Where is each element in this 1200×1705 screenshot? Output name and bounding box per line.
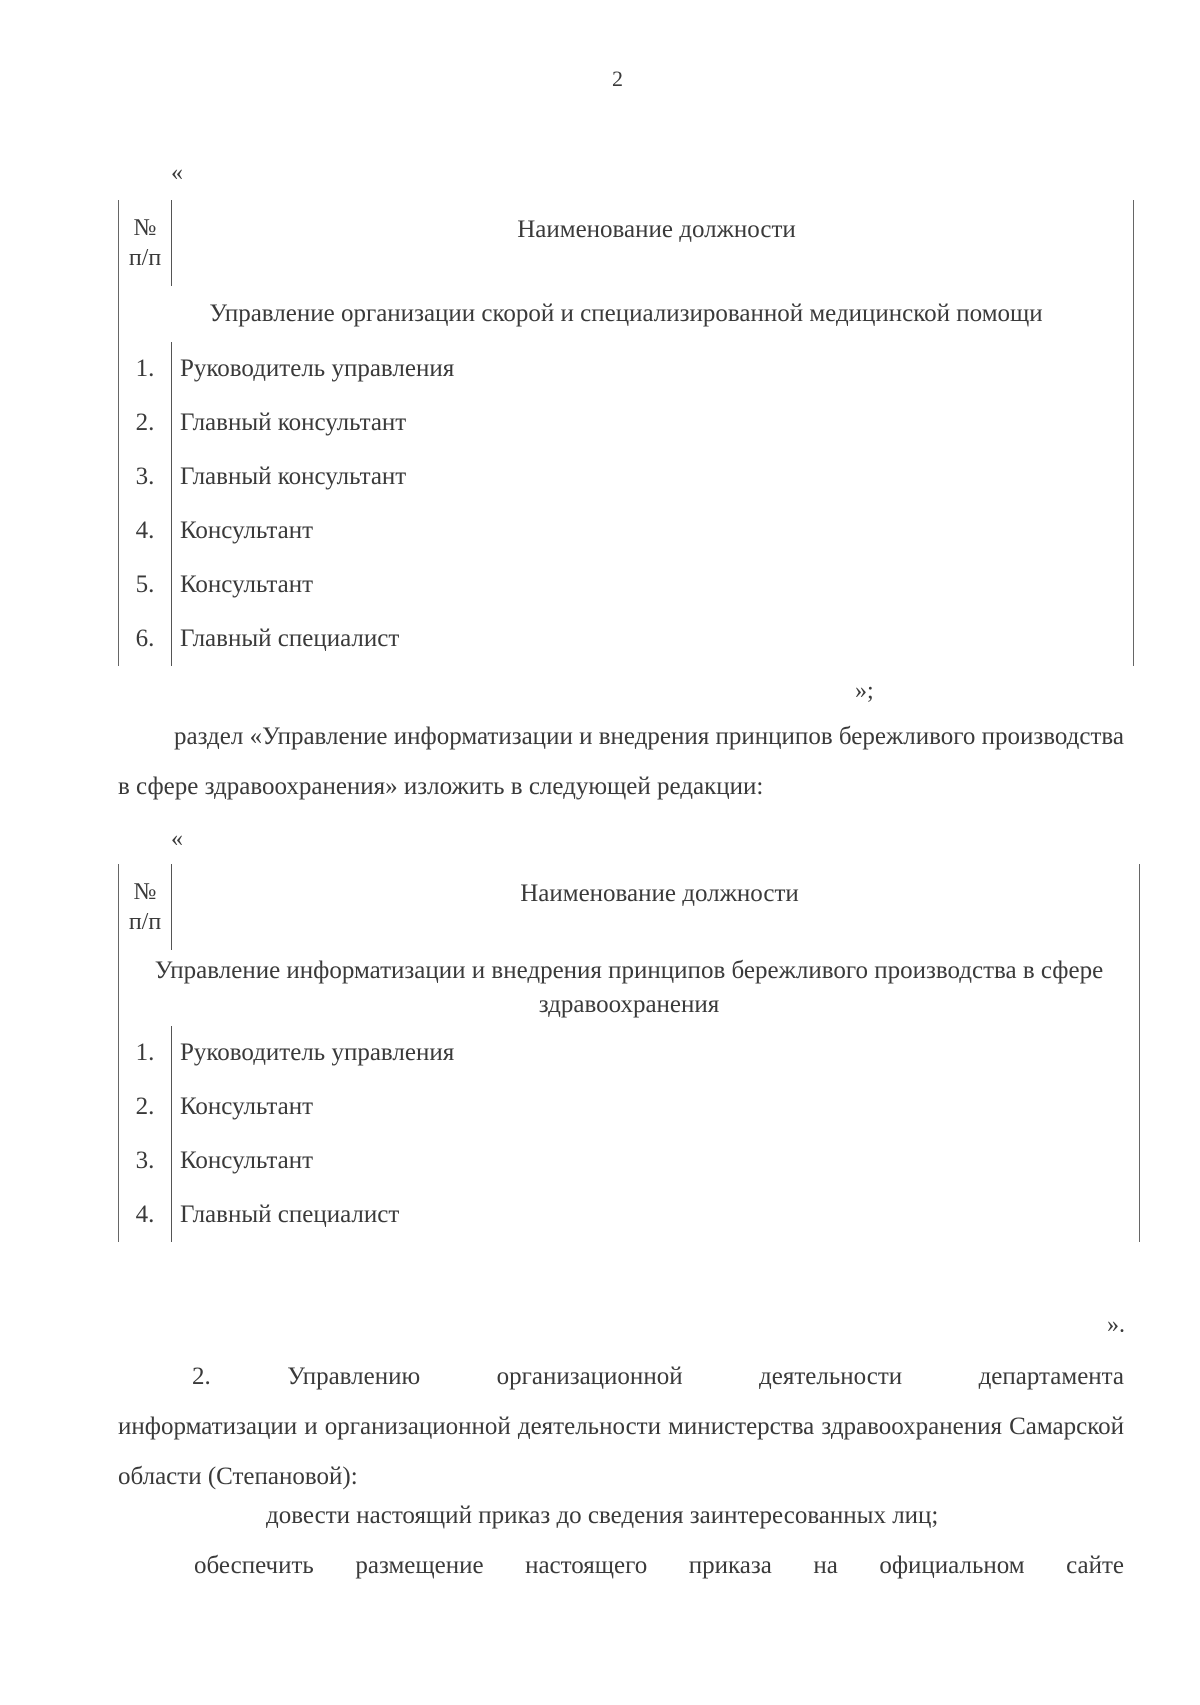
paragraph-item-2	[118, 1352, 1124, 1502]
section-title: Управление информатизации и внедрения принципов бережливого производства в сфере здравоохранения	[119, 950, 1140, 1026]
row-number: 2.	[119, 396, 172, 450]
row-position: Главный консультант	[172, 396, 1134, 450]
row-number: 3.	[119, 450, 172, 504]
row-position: Руководитель управления	[172, 1026, 1140, 1080]
paragraph-razdel: раздел «Управление информатизации и внедрения принципов бережливого производства в сфере здравоохранения» изложить в следующей редакции:	[118, 723, 1124, 800]
table-header-row	[119, 200, 1134, 286]
table-header-row	[119, 864, 1140, 950]
table-row	[119, 450, 1134, 504]
paragraph-item-2-rest: информатизации и организационной деятельности министерства здравоохранения Самарской области (Степановой):	[118, 1413, 1124, 1490]
closing-quote: ».	[1107, 1312, 1125, 1338]
row-position: Руководитель управления	[172, 342, 1134, 396]
row-number: 1.	[119, 1026, 172, 1080]
header-number-cell	[119, 200, 172, 286]
table-row	[119, 504, 1134, 558]
page-number: 2	[612, 66, 623, 91]
table-row	[119, 612, 1134, 666]
paragraph-item-2-first-line: 2. Управлению организационной деятельности департамента	[192, 1363, 1124, 1390]
positions-table-ambulance	[118, 200, 1134, 666]
row-position: Консультант	[172, 558, 1134, 612]
opening-quote: «	[171, 826, 183, 852]
header-number-cell	[119, 864, 172, 950]
table-section-row	[119, 950, 1140, 1026]
table-row	[119, 558, 1134, 612]
table-row	[119, 1188, 1140, 1242]
section-title: Управление организации скорой и специализированной медицинской помощи	[119, 286, 1134, 342]
closing-quote: »;	[855, 678, 874, 704]
row-number: 6.	[119, 612, 172, 666]
opening-quote: «	[171, 160, 183, 186]
paragraph-obespechit: обеспечить размещение настоящего приказа на официальном сайте	[194, 1552, 1124, 1579]
row-number: 2.	[119, 1080, 172, 1134]
header-number-label: № п/п	[128, 879, 162, 935]
row-position: Главный специалист	[172, 612, 1134, 666]
table-row	[119, 1080, 1140, 1134]
header-title-cell: Наименование должности	[172, 864, 1140, 950]
header-title-cell: Наименование должности	[172, 200, 1134, 286]
row-number: 1.	[119, 342, 172, 396]
table-row	[119, 396, 1134, 450]
row-position: Консультант	[172, 1080, 1140, 1134]
row-number: 4.	[119, 504, 172, 558]
table-section-row	[119, 286, 1134, 342]
positions-table-informatization	[118, 864, 1140, 1242]
table-row	[119, 1134, 1140, 1188]
row-position: Консультант	[172, 1134, 1140, 1188]
header-number-label: № п/п	[128, 215, 162, 271]
row-position: Консультант	[172, 504, 1134, 558]
row-number: 4.	[119, 1188, 172, 1242]
table-row	[119, 1026, 1140, 1080]
row-position: Главный консультант	[172, 450, 1134, 504]
row-number: 3.	[119, 1134, 172, 1188]
row-position: Главный специалист	[172, 1188, 1140, 1242]
paragraph-dovesti: довести настоящий приказ до сведения заинтересованных лиц;	[266, 1502, 939, 1529]
row-number: 5.	[119, 558, 172, 612]
table-row	[119, 342, 1134, 396]
